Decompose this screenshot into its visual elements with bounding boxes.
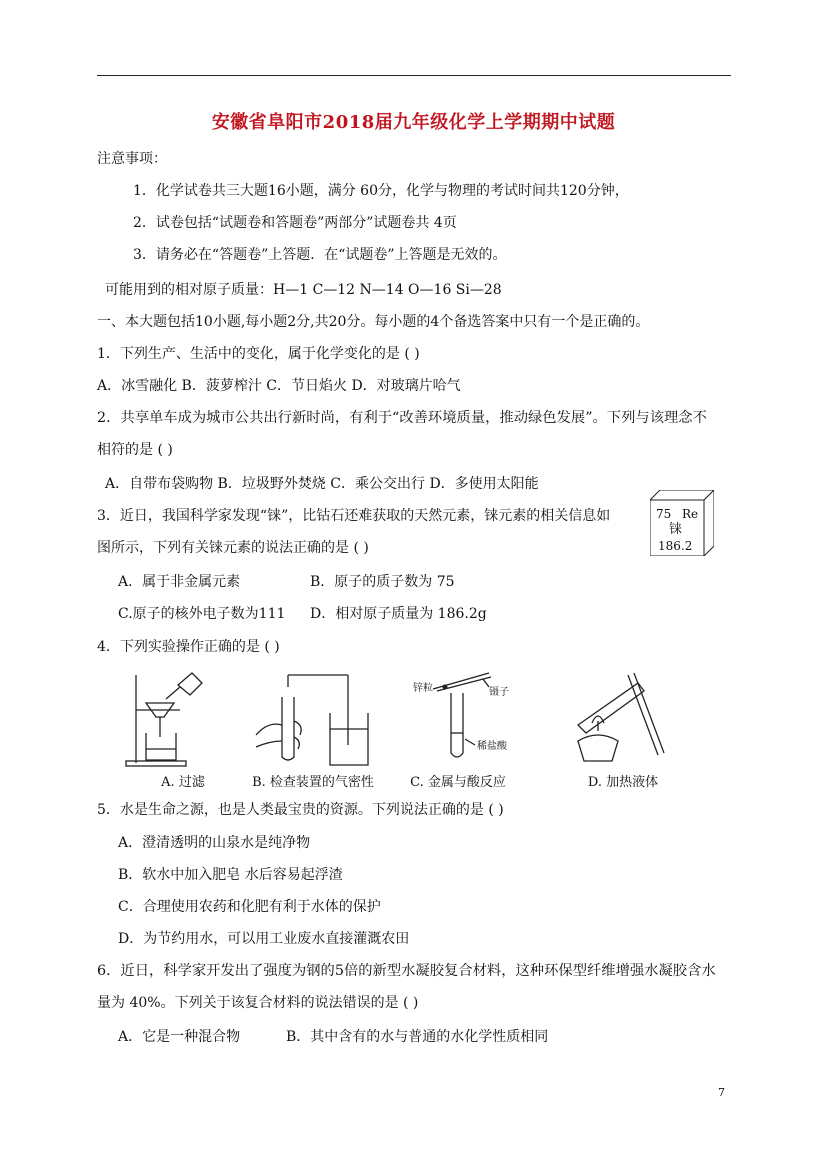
note-item: 2．试卷包括“试题卷和答题卷”两部分”试题卷共 4页 xyxy=(133,215,457,231)
question-2-options: A．自带布袋购物 B．垃圾野外焚烧 C．乘公交出行 D．多使用太阳能 xyxy=(105,476,539,492)
note-item: 3．请务必在“答题卷”上答题．在“试题卷”上答题是无效的。 xyxy=(133,247,507,263)
question-3-option-c: C.原子的核外电子数为111 xyxy=(118,606,286,622)
page-number: 7 xyxy=(718,1086,725,1099)
question-2-stem: 2．共享单车成为城市公共出行新时尚，有利于“改善环境质量，推动绿色发展”。下列与该理念不 xyxy=(97,410,707,426)
question-6-stem-cont: 量为 40%。下列关于该复合材料的说法错误的是 ( ) xyxy=(97,995,419,1011)
note-item: 1．化学试卷共三大题16小题，满分 60分，化学与物理的考试时间共120分钟， xyxy=(133,183,629,199)
question-6-stem: 6．近日，科学家开发出了强度为钢的5倍的新型水凝胶复合材料，这种环保型纤维增强水凝胶含水 xyxy=(97,963,716,979)
question-4-stem: 4．下列实验操作正确的是 ( ) xyxy=(97,639,280,655)
section-heading: 一、本大题包括10小题,每小题2分,共20分。每小题的4个备选答案中只有一个是正确的。 xyxy=(97,314,650,330)
question-6-option-b: B．其中含有的水与普通的水化学性质相同 xyxy=(286,1029,549,1045)
figure-caption-d: D. 加热液体 xyxy=(587,775,659,790)
question-2-stem-cont: 相符的是 ( ) xyxy=(97,442,173,458)
question-5-option: B．软水中加入肥皂 水后容易起浮渣 xyxy=(118,867,343,883)
header-rule xyxy=(97,75,731,76)
label-tweezers: 镊子 xyxy=(489,687,509,698)
label-dilute-hcl: 稀盐酸 xyxy=(477,741,507,752)
element-number: 75 xyxy=(656,507,672,521)
figure-filtration xyxy=(118,665,248,790)
figure-caption-b: B. 检查装置的气密性 xyxy=(252,775,374,790)
atomic-masses: 可能用到的相对原子质量：H—1 C—12 N—14 O—16 Si—28 xyxy=(105,282,502,298)
label-zinc: 锌粒 xyxy=(413,683,433,694)
figure-caption-c: C. 金属与酸反应 xyxy=(410,775,506,790)
question-4-figures xyxy=(118,665,698,790)
question-3-stem: 3．近日，我国科学家发现“铼”，比钴石还难获取的天然元素，铼元素的相关信息如 xyxy=(97,508,611,524)
question-3-option-b: B．原子的质子数为 75 xyxy=(310,574,455,590)
figure-airtightness xyxy=(248,665,378,790)
question-5-option: A．澄清透明的山泉水是纯净物 xyxy=(118,835,311,851)
element-name: 铼 xyxy=(669,522,683,537)
heating-liquid-apparatus-icon xyxy=(558,665,688,770)
airtightness-apparatus-icon xyxy=(248,665,378,770)
figure-heating-liquid xyxy=(558,665,688,790)
filtration-apparatus-icon xyxy=(118,665,248,770)
question-3-option-a: A．属于非金属元素 xyxy=(118,574,241,590)
question-5-option: C．合理使用农药和化肥有利于水体的保护 xyxy=(118,899,381,915)
question-1-stem: 1．下列生产、生活中的变化，属于化学变化的是 ( ) xyxy=(97,346,420,362)
question-5-stem: 5．水是生命之源，也是人类最宝贵的资源。下列说法正确的是 ( ) xyxy=(97,802,504,818)
notes-heading: 注意事项： xyxy=(97,151,167,167)
figure-metal-acid xyxy=(393,665,523,790)
element-mass: 186.2 xyxy=(658,539,693,553)
page-title: 安徽省阜阳市2018届九年级化学上学期期中试题 xyxy=(211,112,616,133)
question-3-stem-cont: 图所示，下列有关铼元素的说法正确的是 ( ) xyxy=(97,540,369,556)
figure-caption-a: A. 过滤 xyxy=(161,775,205,790)
question-5-option: D．为节约用水，可以用工业废水直接灌溉农田 xyxy=(118,931,410,947)
question-6-option-a: A．它是一种混合物 xyxy=(118,1029,241,1045)
element-symbol: Re xyxy=(682,507,699,521)
rhenium-element-card xyxy=(650,490,714,556)
question-1-options: A．冰雪融化 B．菠萝榨汁 C．节日焰火 D．对玻璃片哈气 xyxy=(97,378,461,394)
question-3-option-d: D．相对原子质量为 186.2g xyxy=(310,606,487,622)
